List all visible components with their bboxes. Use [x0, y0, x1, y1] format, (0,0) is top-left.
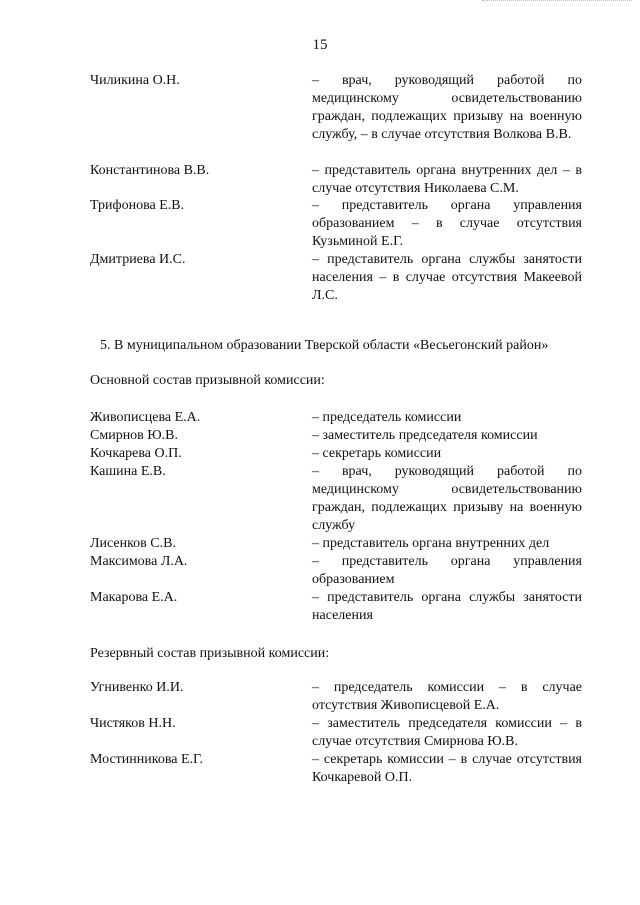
member-role: – представитель органа службы занятости населения – в случае отсутствия Макеевой Л.С. — [312, 252, 582, 303]
member-entry — [90, 409, 582, 427]
member-role: – представитель органа управления образованием – в случае отсутствия Кузьминой Е.Г. — [312, 198, 582, 249]
member-role: – представитель органа службы занятости населения — [312, 590, 582, 623]
member-role: – представитель органа внутренних дел — [312, 536, 550, 551]
member-entry — [90, 553, 582, 589]
member-entry — [90, 751, 582, 787]
member-name: Смирнов Ю.В. — [90, 428, 179, 443]
member-entry — [90, 589, 582, 625]
member-entry — [90, 251, 582, 305]
member-name: Мостинникова Е.Г. — [90, 752, 204, 767]
member-role: – представитель органа внутренних дел – в случае отсутствия Николаева С.М. — [312, 163, 582, 196]
member-name: Лисенков С.В. — [90, 536, 176, 551]
member-entry — [90, 427, 582, 445]
member-name: Макарова Е.А. — [90, 590, 178, 605]
member-entry — [90, 679, 582, 715]
member-entry — [90, 463, 582, 535]
member-role: – секретарь комиссии — [312, 446, 442, 461]
member-entry — [90, 535, 582, 553]
member-role: – председатель комиссии — [312, 410, 462, 425]
member-name: Трифонова Е.В. — [90, 198, 185, 213]
scan-artifact — [482, 0, 632, 5]
member-role: – председатель комиссии – в случае отсутствия Живописцевой Е.А. — [312, 680, 582, 713]
member-entry — [90, 715, 582, 751]
member-name: Максимова Л.А. — [90, 554, 188, 569]
member-name: Чистяков Н.Н. — [90, 716, 176, 731]
member-name: Дмитриева И.С. — [90, 252, 186, 267]
member-name: Кашина Е.В. — [90, 464, 166, 479]
member-name: Живописцева Е.А. — [90, 410, 201, 425]
member-entry — [90, 72, 582, 144]
main-composition-label: Основной состав призывной комиссии: — [90, 373, 325, 388]
member-role: – врач, руководящий работой по медицинскому освидетельствованию граждан, подлежащих призыву на военную службу, – в случае отсутствия Волкова В.В. — [312, 73, 582, 142]
page-number: 15 — [312, 37, 328, 53]
member-role: – заместитель председателя комиссии – в случае отсутствия Смирнова Ю.В. — [312, 716, 582, 749]
member-entry — [90, 162, 582, 198]
member-role: – представитель органа управления образованием — [312, 554, 582, 587]
reserve-composition-label: Резервный состав призывной комиссии: — [90, 646, 330, 661]
member-name: Кочкарева О.П. — [90, 446, 182, 461]
member-entry — [90, 197, 582, 251]
member-role: – секретарь комиссии – в случае отсутствия Кочкаревой О.П. — [312, 752, 582, 785]
member-name: Константинова В.В. — [90, 163, 210, 178]
member-entry — [90, 445, 582, 463]
member-role: – врач, руководящий работой по медицинскому освидетельствованию граждан, подлежащих призыву на военную службу — [312, 464, 582, 533]
member-role: – заместитель председателя комиссии — [312, 428, 538, 443]
member-name: Чиликина О.Н. — [90, 73, 180, 88]
member-name: Угнивенко И.И. — [90, 680, 184, 695]
section-heading: 5. В муниципальном образовании Тверской области «Весьегонский район» — [100, 338, 549, 353]
